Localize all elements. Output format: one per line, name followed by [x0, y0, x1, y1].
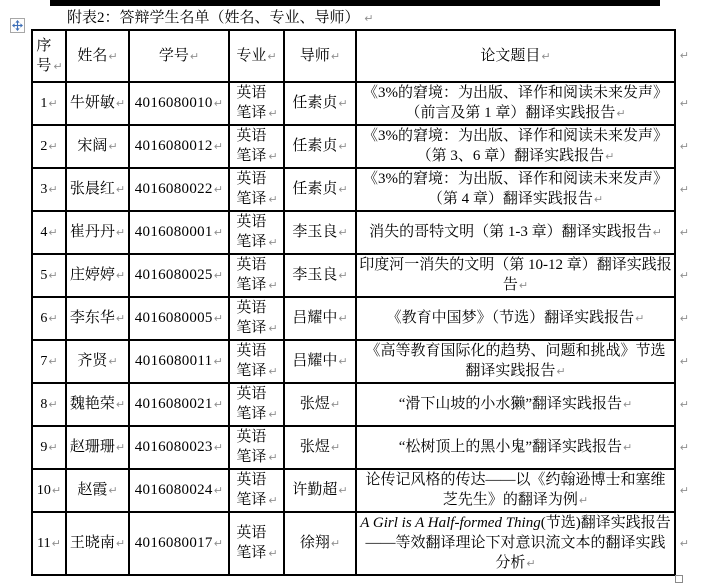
- end-of-cell-mark: ↵: [213, 97, 224, 110]
- cell-name[interactable]: 齐贤↵: [66, 340, 129, 383]
- end-of-cell-mark: ↵: [526, 557, 536, 570]
- end-of-cell-mark: ↵: [115, 183, 126, 196]
- cell-name[interactable]: 赵霞↵: [66, 469, 129, 512]
- end-of-cell-mark: ↵: [115, 441, 126, 454]
- end-of-cell-mark: ↵: [541, 49, 551, 63]
- end-of-row-mark: ↵: [679, 182, 689, 196]
- cell-major[interactable]: 英语笔译 ↵: [229, 168, 284, 211]
- end-of-cell-mark: ↵: [268, 322, 278, 335]
- end-of-cell-mark: ↵: [268, 451, 278, 464]
- student-roster-table: [31, 29, 689, 576]
- cell-advisor[interactable]: 张煜↵: [284, 383, 356, 426]
- end-of-row-mark: ↵: [679, 268, 689, 282]
- end-of-cell-mark: ↵: [48, 311, 58, 325]
- end-of-cell-mark: ↵: [338, 269, 348, 282]
- end-of-cell-mark: ↵: [115, 398, 126, 411]
- end-of-cell-mark: ↵: [213, 441, 224, 454]
- cell-name[interactable]: 李东华↵: [66, 297, 129, 340]
- end-of-cell-mark: ↵: [623, 441, 633, 454]
- end-of-cell-mark: ↵: [338, 312, 348, 325]
- end-of-cell-mark: ↵: [48, 354, 58, 368]
- end-of-cell-mark: ↵: [330, 441, 341, 454]
- end-of-cell-mark: ↵: [213, 183, 224, 196]
- cell-thesis[interactable]: 消失的哥特文明（第 1-3 章）翻译实践报告↵ ↵: [356, 211, 675, 254]
- table-row: [32, 512, 675, 575]
- cell-no[interactable]: 5↵: [32, 254, 66, 297]
- end-of-cell-mark: ↵: [268, 107, 278, 120]
- end-of-cell-mark: ↵: [108, 355, 118, 368]
- cell-advisor[interactable]: 吕耀中↵: [284, 340, 356, 383]
- end-of-row-mark: ↵: [679, 139, 689, 153]
- table-row: [32, 168, 675, 211]
- table-resize-handle[interactable]: [675, 575, 683, 583]
- cell-student-id[interactable]: 4016080012↵: [129, 125, 229, 168]
- cell-student-id[interactable]: 4016080023↵: [129, 426, 229, 469]
- end-of-cell-mark: ↵: [48, 96, 58, 110]
- end-of-cell-mark: ↵: [338, 183, 348, 196]
- cell-student-id[interactable]: 4016080024↵: [129, 469, 229, 512]
- header-label: 专业: [236, 47, 267, 64]
- end-of-cell-mark: ↵: [518, 279, 529, 292]
- end-of-row-mark: ↵: [679, 49, 689, 62]
- table-row: [32, 383, 675, 426]
- table-move-handle[interactable]: [10, 18, 25, 33]
- cell-name[interactable]: 王晓南↵: [66, 512, 129, 575]
- end-of-cell-mark: ↵: [652, 226, 662, 239]
- end-of-cell-mark: ↵: [330, 49, 341, 63]
- cell-major[interactable]: 英语笔译 ↵: [229, 254, 284, 297]
- page-top-border: [50, 0, 660, 6]
- end-of-cell-mark: ↵: [213, 226, 224, 239]
- end-of-cell-mark: ↵: [108, 49, 118, 63]
- header-cell-major[interactable]: [229, 30, 284, 82]
- end-of-row-mark: ↵: [679, 483, 689, 497]
- cell-name[interactable]: 崔丹丹↵: [66, 211, 129, 254]
- end-of-row-mark: ↵: [679, 311, 689, 325]
- cell-student-id[interactable]: 4016080010↵: [129, 82, 229, 125]
- cell-student-id[interactable]: 4016080005↵: [129, 297, 229, 340]
- table-row: [32, 254, 675, 297]
- end-of-cell-mark: ↵: [268, 193, 278, 206]
- cell-major[interactable]: 英语笔译 ↵: [229, 426, 284, 469]
- table-header-row: [32, 30, 675, 82]
- table-row: [32, 297, 675, 340]
- cell-name[interactable]: 赵珊珊↵: [66, 426, 129, 469]
- header-label: 姓名: [77, 47, 108, 64]
- end-of-cell-mark: ↵: [48, 182, 58, 196]
- end-of-row-mark: ↵: [679, 397, 689, 411]
- table-row: [32, 125, 675, 168]
- cell-name[interactable]: 魏艳荣↵: [66, 383, 129, 426]
- header-cell-no[interactable]: [32, 30, 66, 82]
- cell-student-id[interactable]: 4016080021↵: [129, 383, 229, 426]
- table-row: [32, 211, 675, 254]
- cell-student-id[interactable]: 4016080022↵: [129, 168, 229, 211]
- end-of-cell-mark: ↵: [267, 49, 277, 63]
- end-of-cell-mark: ↵: [605, 150, 615, 163]
- cell-advisor[interactable]: 任素贞↵: [284, 125, 356, 168]
- cell-no[interactable]: 3↵: [32, 168, 66, 211]
- end-of-cell-mark: ↵: [213, 140, 224, 153]
- cell-thesis[interactable]: 《3%的窘境：为出版、译作和阅读未来发声》（第 3、6 章）翻译实践报告↵ ↵: [356, 125, 675, 168]
- end-of-cell-mark: ↵: [48, 440, 58, 454]
- cell-no[interactable]: 4↵: [32, 211, 66, 254]
- header-cell-thesis[interactable]: [356, 30, 689, 82]
- cell-thesis[interactable]: A Girl is A Half-formed Thing(节选)翻译实践报告——等效翻译理论下对意识流文本的翻译实践分析↵ ↵: [356, 512, 675, 575]
- end-of-cell-mark: ↵: [268, 408, 278, 421]
- cell-no[interactable]: 8↵: [32, 383, 66, 426]
- cell-name[interactable]: 宋阔↵: [66, 125, 129, 168]
- end-of-row-mark: ↵: [679, 536, 689, 550]
- header-label: 导师: [299, 47, 330, 64]
- end-of-cell-mark: ↵: [593, 193, 604, 206]
- cell-thesis[interactable]: “松树顶上的黑小鬼”翻译实践报告↵ ↵: [356, 426, 675, 469]
- cell-major[interactable]: 英语笔译 ↵: [229, 383, 284, 426]
- header-label: 学号: [158, 47, 189, 64]
- cell-no[interactable]: 10↵: [32, 469, 66, 512]
- table-row: [32, 340, 675, 383]
- end-of-cell-mark: ↵: [268, 236, 278, 249]
- end-of-cell-mark: ↵: [213, 312, 224, 325]
- cell-major[interactable]: 英语笔译 ↵: [229, 469, 284, 512]
- end-of-cell-mark: ↵: [108, 140, 118, 153]
- header-label: 论文题目: [480, 47, 541, 64]
- end-of-cell-mark: ↵: [48, 268, 58, 282]
- table-caption[interactable]: [67, 9, 373, 28]
- end-of-cell-mark: ↵: [616, 107, 626, 120]
- roster-body: [32, 30, 689, 575]
- end-of-cell-mark: ↵: [578, 494, 589, 507]
- table-row: [32, 426, 675, 469]
- cell-advisor[interactable]: 徐翔↵: [284, 512, 356, 575]
- end-of-cell-mark: ↵: [623, 398, 633, 411]
- cell-thesis[interactable]: 论传记风格的传达——以《约翰逊博士和塞维芝先生》的翻译为例↵ ↵: [356, 469, 675, 512]
- cell-advisor[interactable]: 任素贞↵: [284, 168, 356, 211]
- cell-thesis[interactable]: 《教育中国梦》（节选）翻译实践报告↵ ↵: [356, 297, 675, 340]
- end-of-cell-mark: ↵: [48, 397, 58, 411]
- header-cell-student-id[interactable]: [129, 30, 229, 82]
- end-of-cell-mark: ↵: [213, 537, 224, 550]
- cell-major[interactable]: 英语笔译 ↵: [229, 125, 284, 168]
- cell-thesis[interactable]: 《3%的窘境：为出版、译作和阅读未来发声》（前言及第 1 章）翻译实践报告↵ ↵: [356, 82, 675, 125]
- end-of-cell-mark: ↵: [330, 537, 341, 550]
- cell-major[interactable]: 英语笔译 ↵: [229, 297, 284, 340]
- end-of-cell-mark: ↵: [338, 226, 348, 239]
- thesis-english-title: A Girl is A Half-formed Thing: [360, 515, 541, 531]
- end-of-row-mark: ↵: [679, 440, 689, 454]
- end-of-cell-mark: ↵: [115, 97, 126, 110]
- end-of-cell-mark: ↵: [330, 398, 341, 411]
- cell-name[interactable]: 张晨红↵: [66, 168, 129, 211]
- header-cell-name[interactable]: [66, 30, 129, 82]
- header-label: 序号: [36, 37, 52, 74]
- end-of-cell-mark: ↵: [338, 140, 348, 153]
- end-of-cell-mark: ↵: [213, 484, 224, 497]
- end-of-cell-mark: ↵: [51, 536, 61, 550]
- cell-advisor[interactable]: 李玉良↵: [284, 254, 356, 297]
- cell-advisor[interactable]: 任素贞↵: [284, 82, 356, 125]
- end-of-cell-mark: ↵: [115, 226, 126, 239]
- cell-no[interactable]: 11↵: [32, 512, 66, 575]
- table-caption-text: 附表2：答辩学生名单（姓名、专业、导师）: [67, 10, 360, 26]
- end-of-cell-mark: ↵: [635, 312, 645, 325]
- cell-major[interactable]: 英语笔译 ↵: [229, 211, 284, 254]
- end-of-cell-mark: ↵: [338, 97, 348, 110]
- end-of-cell-mark: ↵: [53, 59, 63, 73]
- end-of-row-mark: ↵: [679, 354, 689, 368]
- cell-major[interactable]: 英语笔译 ↵: [229, 512, 284, 575]
- end-of-cell-mark: ↵: [268, 365, 278, 378]
- end-of-cell-mark: ↵: [115, 269, 126, 282]
- end-of-cell-mark: ↵: [213, 269, 224, 282]
- cell-thesis[interactable]: 《3%的窘境：为出版、译作和阅读未来发声》（第 4 章）翻译实践报告↵ ↵: [356, 168, 675, 211]
- cell-thesis[interactable]: 印度河一消失的文明（第 10-12 章）翻译实践报告↵ ↵: [356, 254, 675, 297]
- cell-advisor[interactable]: 张煜↵: [284, 426, 356, 469]
- header-cell-advisor[interactable]: [284, 30, 356, 82]
- cell-student-id[interactable]: 4016080011↵: [129, 340, 229, 383]
- cell-student-id[interactable]: 4016080025↵: [129, 254, 229, 297]
- cell-advisor[interactable]: 许勤超↵: [284, 469, 356, 512]
- cell-no[interactable]: 2↵: [32, 125, 66, 168]
- end-of-cell-mark: ↵: [213, 398, 224, 411]
- table-row: [32, 82, 675, 125]
- end-of-cell-mark: ↵: [51, 483, 62, 497]
- end-of-cell-mark: ↵: [268, 494, 278, 507]
- end-of-cell-mark: ↵: [338, 484, 348, 497]
- cell-no[interactable]: 1↵: [32, 82, 66, 125]
- end-of-cell-mark: ↵: [48, 225, 58, 239]
- end-of-row-mark: ↵: [679, 96, 689, 110]
- end-of-cell-mark: ↵: [268, 150, 278, 163]
- cell-thesis[interactable]: “滑下山坡的小水獭”翻译实践报告↵ ↵: [356, 383, 675, 426]
- cell-name[interactable]: 庄婷婷↵: [66, 254, 129, 297]
- end-of-cell-mark: ↵: [189, 49, 200, 63]
- cell-student-id[interactable]: 4016080017↵: [129, 512, 229, 575]
- cell-major[interactable]: 英语笔译 ↵: [229, 340, 284, 383]
- end-of-cell-mark: ↵: [556, 365, 566, 378]
- cell-no[interactable]: 9↵: [32, 426, 66, 469]
- cell-name[interactable]: 牛妍敏↵: [66, 82, 129, 125]
- end-of-cell-mark: ↵: [268, 547, 278, 560]
- end-of-cell-mark: ↵: [48, 139, 58, 153]
- table-row: [32, 469, 675, 512]
- cell-major[interactable]: 英语笔译 ↵: [229, 82, 284, 125]
- cell-advisor[interactable]: 李玉良↵: [284, 211, 356, 254]
- cell-no[interactable]: 6↵: [32, 297, 66, 340]
- end-of-row-mark: ↵: [679, 225, 689, 239]
- end-of-cell-mark: ↵: [108, 484, 118, 497]
- end-of-cell-mark: ↵: [213, 355, 223, 368]
- end-of-cell-mark: ↵: [115, 537, 126, 550]
- cell-advisor[interactable]: 吕耀中↵: [284, 297, 356, 340]
- four-direction-arrow-icon: [12, 20, 23, 31]
- end-of-cell-mark: ↵: [268, 279, 278, 292]
- end-of-cell-mark: ↵: [115, 312, 126, 325]
- cell-student-id[interactable]: 4016080001↵: [129, 211, 229, 254]
- end-of-cell-mark: ↵: [338, 355, 348, 368]
- cell-thesis[interactable]: 《高等教育国际化的趋势、问题和挑战》节选翻译实践报告↵ ↵: [356, 340, 675, 383]
- cell-no[interactable]: 7↵: [32, 340, 66, 383]
- paragraph-mark: ↵: [364, 12, 374, 25]
